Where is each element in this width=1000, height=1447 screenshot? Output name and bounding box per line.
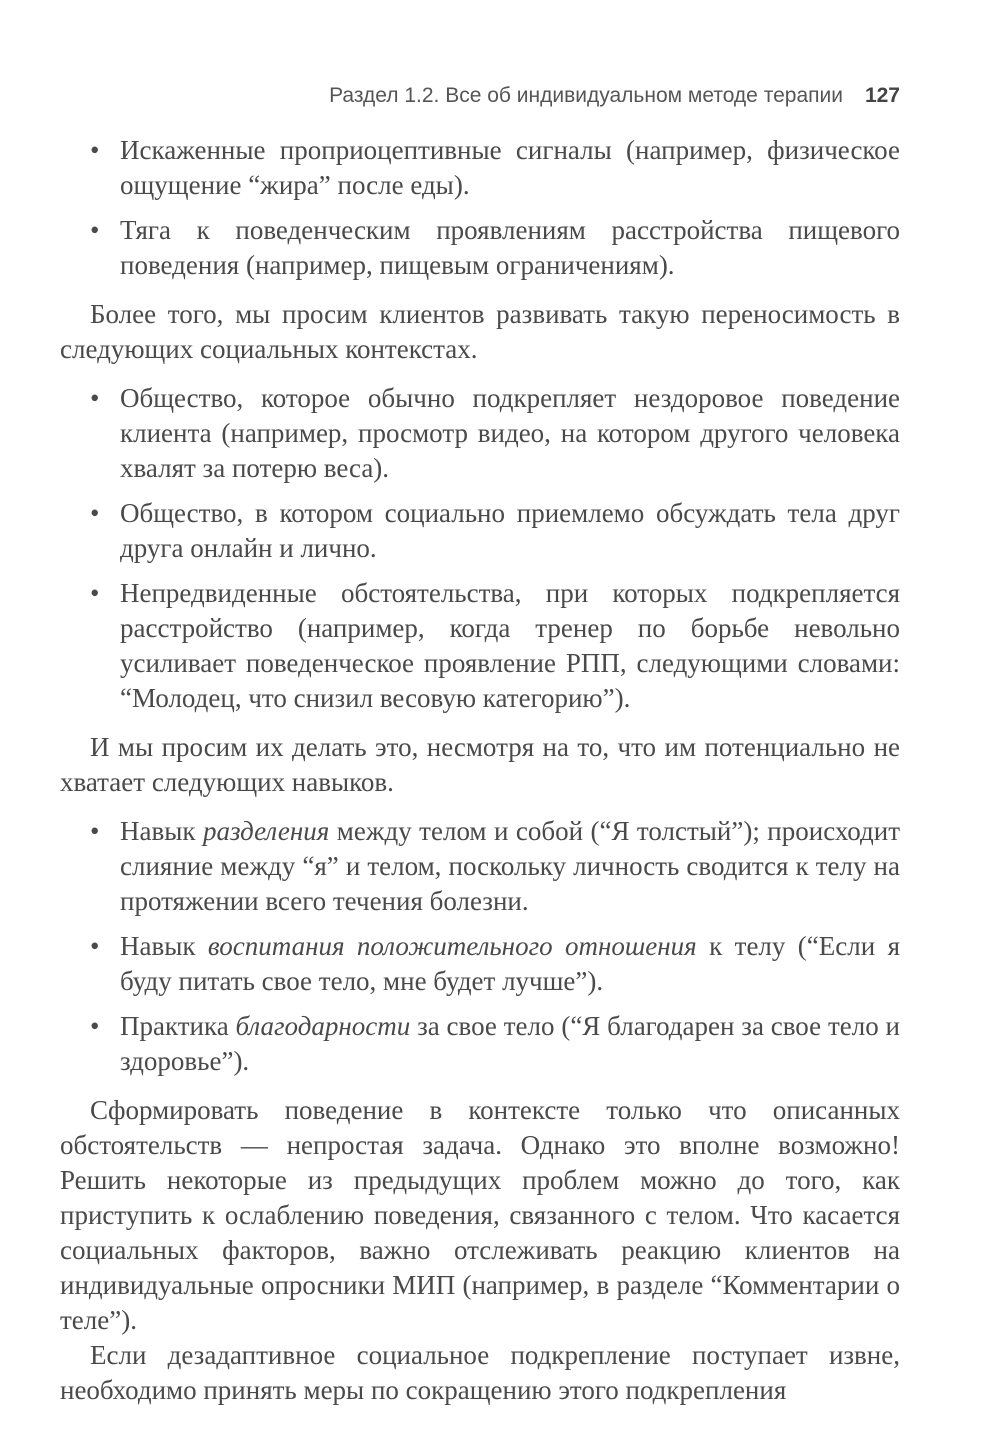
list-item [60,576,900,716]
list-item-text-before: Навык [120,931,208,961]
bullet-icon: • [90,1011,100,1041]
list-item-text: Общество, которое обычно подкрепляет нездоровое поведение клиента (например, просмотр видео, на котором другого человека хвалят за потерю веса). [120,383,900,483]
list-item-text: Общество, в котором социально приемлемо обсуждать тела друг друга онлайн и лично. [120,498,900,563]
list-item-text: Тяга к поведенческим проявлениям расстройства пищевого поведения (например, пищевым ограничениям). [120,215,900,280]
list-item-emphasis: разделения [202,816,330,846]
bullet-list-sensations [60,133,900,283]
list-item [60,1009,900,1079]
bullet-icon: • [90,215,100,245]
list-item-text-after: между телом и собой (“Я толстый”); происходит слияние между “я” и телом, поскольку личность сводится к телу на протяжении всего течения болезни. [120,816,900,916]
running-title: Раздел 1.2. Все об индивидуальном методе терапии [329,84,843,107]
list-item [60,496,900,566]
list-item-emphasis: благодарности [235,1011,411,1041]
list-item-text-before: Навык [120,816,203,846]
bullet-icon: • [90,135,100,165]
paragraph: Более того, мы просим клиентов развивать такую переносимость в следующих социальных контекстах. [60,299,900,364]
list-item [60,929,900,999]
paragraph: И мы просим их делать это, несмотря на то, что им потенциально не хватает следующих навыков. [60,732,900,797]
bullet-icon: • [90,816,100,846]
list-item-text-after: к телу (“Если я буду питать свое тело, мне будет лучше”). [120,931,901,996]
list-item [60,814,900,919]
page-body [60,133,900,1408]
bullet-icon: • [90,931,100,961]
running-header [60,82,900,110]
bullet-list-skills [60,814,900,1079]
bullet-icon: • [90,498,100,528]
list-item-text-before: Практика [120,1011,236,1041]
list-item-text-after: за свое тело (“Я благодарен за свое тело и здоровье”). [120,1011,900,1076]
bullet-icon: • [90,578,100,608]
list-item [60,133,900,203]
list-item-text: Непредвиденные обстоятельства, при которых подкрепляется расстройство (например, когда тренер по борьбе невольно усиливает поведенческое проявление РПП, следующими словами: “Молодец, что снизил весовую категорию”). [120,578,900,713]
page-number: 127 [864,84,900,107]
list-item-text: Искаженные проприоцептивные сигналы (например, физическое ощущение “жира” после еды). [120,135,900,200]
bullet-icon: • [90,383,100,413]
bullet-list-social-contexts [60,381,900,716]
paragraph: Если дезадаптивное социальное подкрепление поступает извне, необходимо принять меры по сокращению этого подкрепления [60,1340,900,1405]
list-item [60,381,900,486]
paragraph: Сформировать поведение в контексте только что описанных обстоятельств — непростая задача. Однако это вполне возможно! Решить некоторые из предыдущих проблем можно до того, как приступить к ослаблению поведения, связанного с телом. Что касается социальных факторов, важно отслеживать реакцию клиентов на индивидуальные опросники МИП (например, в разделе “Комментарии о теле”). [60,1095,900,1335]
list-item-emphasis: воспитания положительного отношения [207,931,697,961]
list-item [60,213,900,283]
